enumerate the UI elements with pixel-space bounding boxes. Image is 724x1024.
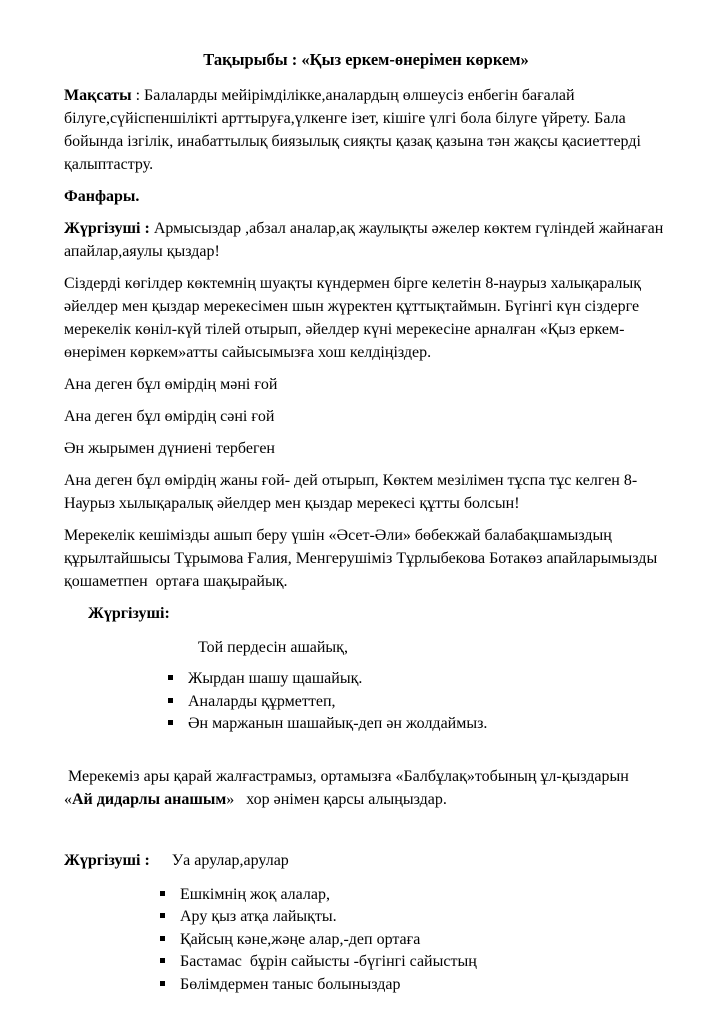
verse-line-2: Ана деген бұл өмірдің сәні ғой <box>64 408 275 425</box>
list-item <box>168 691 668 714</box>
list-item-text: Бөлімдермен таныс болыныздар <box>180 975 401 993</box>
objective-label: Мақсаты <box>64 87 132 104</box>
choir-line-2 <box>64 788 668 811</box>
list-item-text: Жырдан шашу щашайық. <box>188 670 363 687</box>
document-title: Тақырыбы : «Қыз еркем-өнерімен көркем» <box>203 50 529 69</box>
list-item-text: Ән маржанын шашайық-деп ән жолдаймыз. <box>188 715 488 732</box>
song-list <box>168 668 668 736</box>
list-item <box>160 929 668 952</box>
fanfare-heading: Фанфары. <box>64 188 140 205</box>
objective-paragraph <box>64 84 668 176</box>
opening-paragraph: Мерекелік кешімізды ашып беру үшін «Әсет-Әли» бөбекжай балабақшамыздың құрылтайшысы Тұрымова Ғалия, Менгерушіміз Тұрлыбекова Ботакөз апайларымызды қошаметпен ортаға шақырайық. <box>64 527 662 590</box>
verse-line-1: Ана деген бұл өмірдің мәні ғой <box>64 376 278 393</box>
greeting-paragraph: Сіздерді көгілдер көктемнің шуақты күндермен бірге келетін 8-наурыз халықаралық әйелдер мен қыздар мерекесімен шын жүректен құттықтаймын. Бүгінгі күн сіздерге мерекелік көніл-күй тілей отырып, әйелдер күні мерекесіне арналған «Қыз еркем-өнерімен көркем»атты сайысымызға хош келдіңіздер. <box>64 275 645 361</box>
choir-line-2-text: хор әнімен қарсы алыңыздар. <box>234 790 447 808</box>
verse-line-4: Ана деген бұл өмірдің жаны ғой- дей отырып, Көктем мезілімен тұспа тұс келген 8-Наурыз хылықаралық әйелдер мен қыздар мерекесі құтты болсын! <box>64 472 638 512</box>
host3-text: Уа арулар,арулар <box>171 851 289 869</box>
list-item <box>160 906 668 929</box>
choir-song-title: Ай дидарлы анашым <box>72 790 227 808</box>
host3-label: Жүргізуші : <box>64 851 150 869</box>
choir-paragraph <box>64 765 668 811</box>
list-item <box>160 884 668 907</box>
curtain-line: Той пердесін ашайық, <box>198 639 348 656</box>
verse-line-3: Ән жырымен дүниені тербеген <box>64 440 275 457</box>
list-item <box>168 713 668 736</box>
list-item-text: Ешкімнің жоқ алалар, <box>180 885 330 903</box>
list-item-text: Бастамас бұрін сайысты -бүгінгі сайыстың <box>180 953 477 970</box>
objective-text: : Балаларды мейірімділікке,аналардың өлшеусіз енбегін бағалай білуге,сүйіспеншілікті арттыруға,үлкенге ізет, кішіге үлгі бола білуге үйрету. Бала бойында ізгілік, инабаттылық биязылық сияқты қазақ қазына тән жақсы қасиеттерді қалыптастру. <box>64 87 645 173</box>
list-item-text: Аналарды құрметтеп, <box>188 692 336 710</box>
host-heading-2: Жүргізуші: <box>88 605 170 622</box>
choir-line-1: Мерекеміз ары қарай жалғастрамыз, ортамызға «Балбұлақ»тобының ұл-қыздарын <box>64 767 629 785</box>
host1-text: Армысыздар ,абзал аналар,ақ жаулықты әжелер көктем гүліндей жайнаған апайлар,аяулы қыздар! <box>64 220 668 260</box>
host1-label: Жүргізуші : <box>64 220 154 237</box>
choir-quote-close: » <box>226 790 235 808</box>
list-item <box>160 974 668 997</box>
list-item-text: Қайсың кәне,жәңе алар,-деп ортаға <box>180 930 421 948</box>
list-item-text: Ару қыз атқа лайықты. <box>180 908 337 925</box>
list-item <box>168 668 668 691</box>
host-line-3 <box>64 849 668 872</box>
choir-quote-open: « <box>64 790 72 808</box>
host-line-1 <box>64 217 668 263</box>
intro-list <box>160 884 668 997</box>
list-item <box>160 951 668 974</box>
